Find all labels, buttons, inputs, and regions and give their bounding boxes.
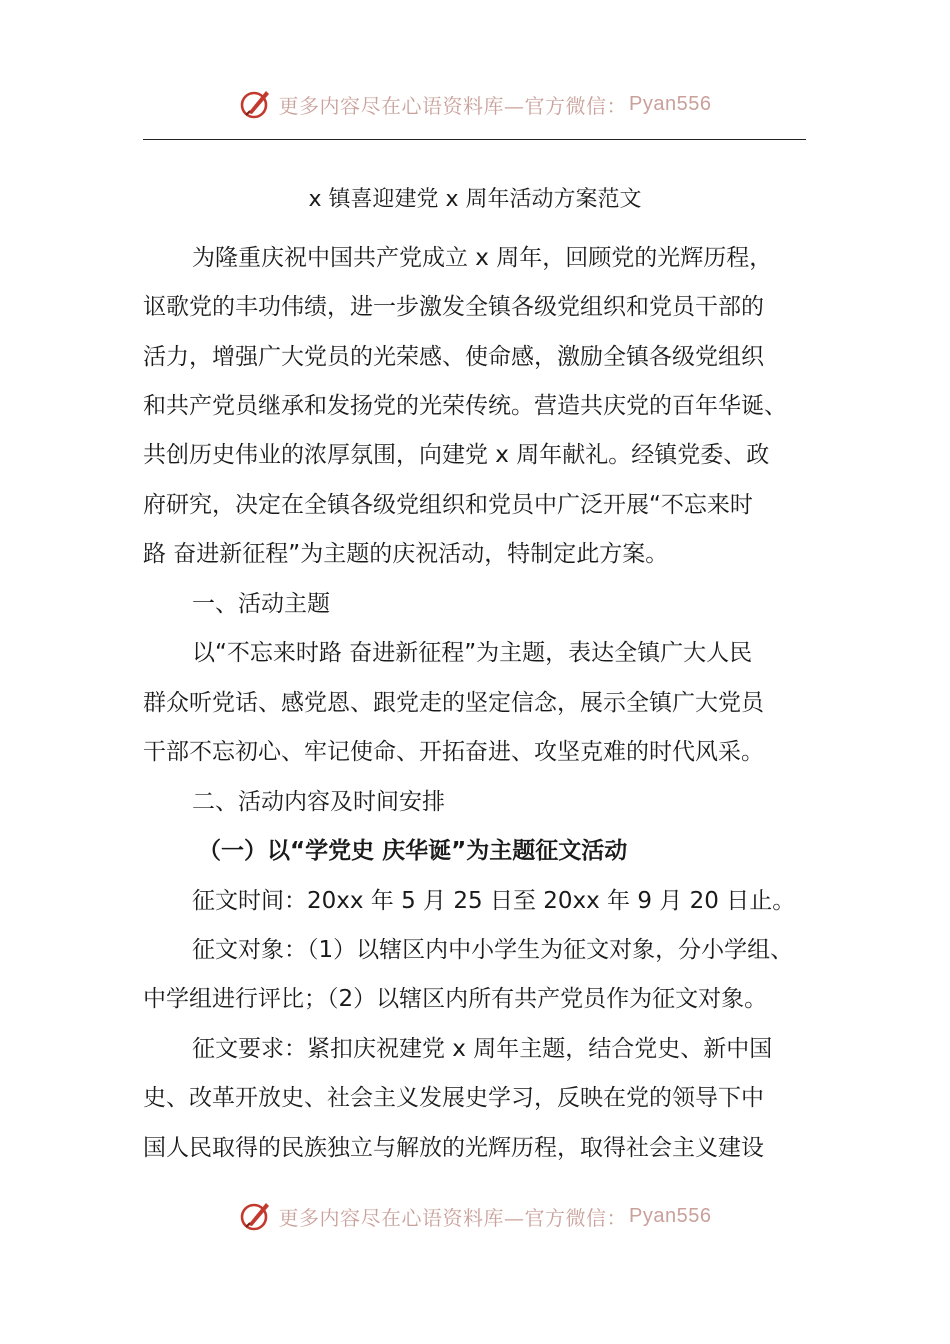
body-line-7: 路 奋进新征程”为主题的庆祝活动，特制定此方案。 [143,541,669,567]
header-divider [143,139,806,140]
body-line-16: 中学组进行评比；（2）以辖区内所有共产党员作为征文对象。 [143,986,768,1012]
watermark-text: 更多内容尽在心语资料库—官方微信： [278,1205,628,1230]
watermark-text: 更多内容尽在心语资料库—官方微信： [278,93,628,118]
body-line-15: 征文对象：（1）以辖区内中小学生为征文对象，分小学组、 [192,937,794,963]
section-heading-1: 一、活动主题 [192,591,330,617]
body-line-11: 干部不忘初心、牢记使命、开拓奋进、攻坚克难的时代风采。 [143,739,764,765]
body-line-19: 国人民取得的民族独立与解放的光辉历程，取得社会主义建设 [143,1135,764,1161]
watermark-contact: Pyan556 [629,92,712,115]
body-line-10: 群众听党话、感党恩、跟党走的坚定信念，展示全镇广大党员 [143,690,764,716]
body-line-6: 府研究，决定在全镇各级党组织和党员中广泛开展“不忘来时 [143,492,753,518]
quill-logo-icon [239,87,273,121]
footer-watermark [0,1196,950,1236]
body-line-2: 讴歌党的丰功伟绩，进一步激发全镇各级党组织和党员干部的 [143,294,764,320]
body-line-5: 共创历史伟业的浓厚氛围，向建党 x 周年献礼。经镇党委、政 [143,442,770,468]
body-line-1: 为隆重庆祝中国共产党成立 x 周年，回顾党的光辉历程， [192,245,773,271]
body-line-3: 活力，增强广大党员的光荣感、使命感，激励全镇各级党组织 [143,344,764,370]
body-line-17: 征文要求：紧扣庆祝建党 x 周年主题，结合党史、新中国 [192,1036,773,1062]
header-watermark [0,84,950,124]
body-line-4: 和共产党员继承和发扬党的光荣传统。营造共庆党的百年华诞、 [143,393,787,419]
document-title: x 镇喜迎建党 x 周年活动方案范文 [308,187,642,212]
watermark-contact: Pyan556 [629,1204,712,1227]
body-line-9: 以“不忘来时路 奋进新征程”为主题，表达全镇广大人民 [192,640,753,666]
body-line-18: 史、改革开放史、社会主义发展史学习，反映在党的领导下中 [143,1085,764,1111]
section-heading-2: 二、活动内容及时间安排 [192,789,445,815]
quill-logo-icon [239,1199,273,1233]
body-line-14: 征文时间：20xx 年 5 月 25 日至 20xx 年 9 月 20 日止。 [192,888,796,914]
subsection-heading-1: （一）以“学党史 庆华诞”为主题征文活动 [198,838,628,864]
